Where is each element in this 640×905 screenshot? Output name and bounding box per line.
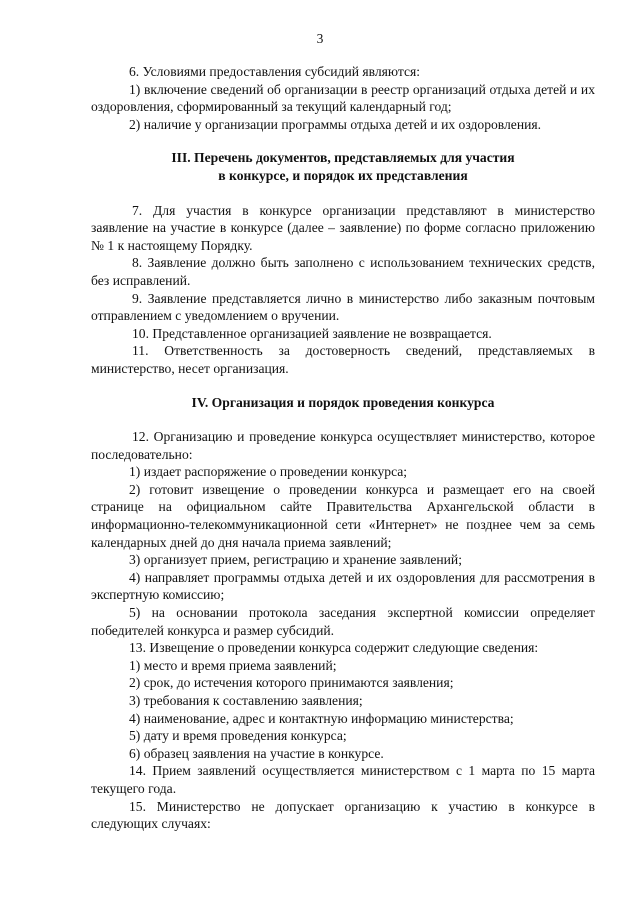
list-item-13-4: 4) наименование, адрес и контактную информацию министерства; bbox=[129, 710, 514, 726]
paragraph-9: 9. Заявление представляется лично в министерство либо заказным почтовым отправлением с уведомлением о вручении. bbox=[91, 290, 595, 324]
document-body bbox=[91, 63, 595, 833]
section-heading-IV: IV. Организация и порядок проведения конкурса bbox=[191, 394, 495, 410]
paragraph-12: 12. Организацию и проведение конкурса осуществляет министерство, которое последовательно: bbox=[91, 429, 595, 462]
section-heading-III-line2: в конкурсе, и порядок их представления bbox=[218, 167, 468, 183]
paragraph-13: 13. Извещение о проведении конкурса содержит следующие сведения: bbox=[129, 640, 539, 656]
list-item-13-6: 6) образец заявления на участие в конкурсе. bbox=[129, 745, 384, 761]
page-number: 3 bbox=[316, 31, 324, 46]
paragraph-14: 14. Прием заявлений осуществляется министерством с 1 марта по 15 марта текущего года. bbox=[91, 763, 595, 796]
paragraph-15: 15. Министерство не допускает организацию к участию в конкурсе в следующих случаях: bbox=[91, 798, 595, 832]
paragraph-7: 7. Для участия в конкурсе организации представляют в министерство заявление на участие в конкурсе (далее – заявление) по форме согласно приложению № 1 к настоящему Порядку. bbox=[91, 202, 595, 253]
list-item-6-1: 1) включение сведений об организации в реестр организаций отдыха детей и их оздоровления, сформированный за текущий календарный год; bbox=[91, 81, 595, 115]
list-item-12-1: 1) издает распоряжение о проведении конкурса; bbox=[129, 464, 408, 480]
list-item-13-1: 1) место и время приема заявлений; bbox=[129, 657, 337, 673]
list-item-13-3: 3) требования к составлению заявления; bbox=[129, 693, 363, 708]
list-item-12-5: 5) на основании протокола заседания экспертной комиссии определяет победителей конкурса и размер субсидий. bbox=[91, 605, 595, 638]
list-item-12-4: 4) направляет программы отдыха детей и их оздоровления для рассмотрения в экспертную комиссию; bbox=[91, 569, 595, 603]
list-item-12-2: 2) готовит извещение о проведении конкурса и размещает его на своей странице на официальном сайте Правительства Архангельской области в информационно-телекоммуникационной сети «Интернет» не позднее чем за семь календарных дней до дня начала приема заявлений; bbox=[91, 481, 595, 550]
paragraph-6: 6. Условиями предоставления субсидий являются: bbox=[129, 64, 421, 79]
list-item-12-3: 3) организует прием, регистрацию и хранение заявлений; bbox=[129, 552, 462, 568]
list-item-6-2: 2) наличие у организации программы отдыха детей и их оздоровления. bbox=[129, 116, 542, 132]
list-item-13-5: 5) дату и время проведения конкурса; bbox=[129, 728, 347, 744]
paragraph-8: 8. Заявление должно быть заполнено с использованием технических средств, без исправлений. bbox=[91, 255, 595, 288]
paragraph-10: 10. Представленное организацией заявление не возвращается. bbox=[132, 325, 492, 341]
section-heading-III-line1: III. Перечень документов, представляемых для участия bbox=[171, 150, 515, 166]
paragraph-11: 11. Ответственность за достоверность сведений, представляемых в министерство, несет организация. bbox=[91, 343, 595, 376]
list-item-13-2: 2) срок, до истечения которого принимаются заявления; bbox=[129, 675, 454, 691]
